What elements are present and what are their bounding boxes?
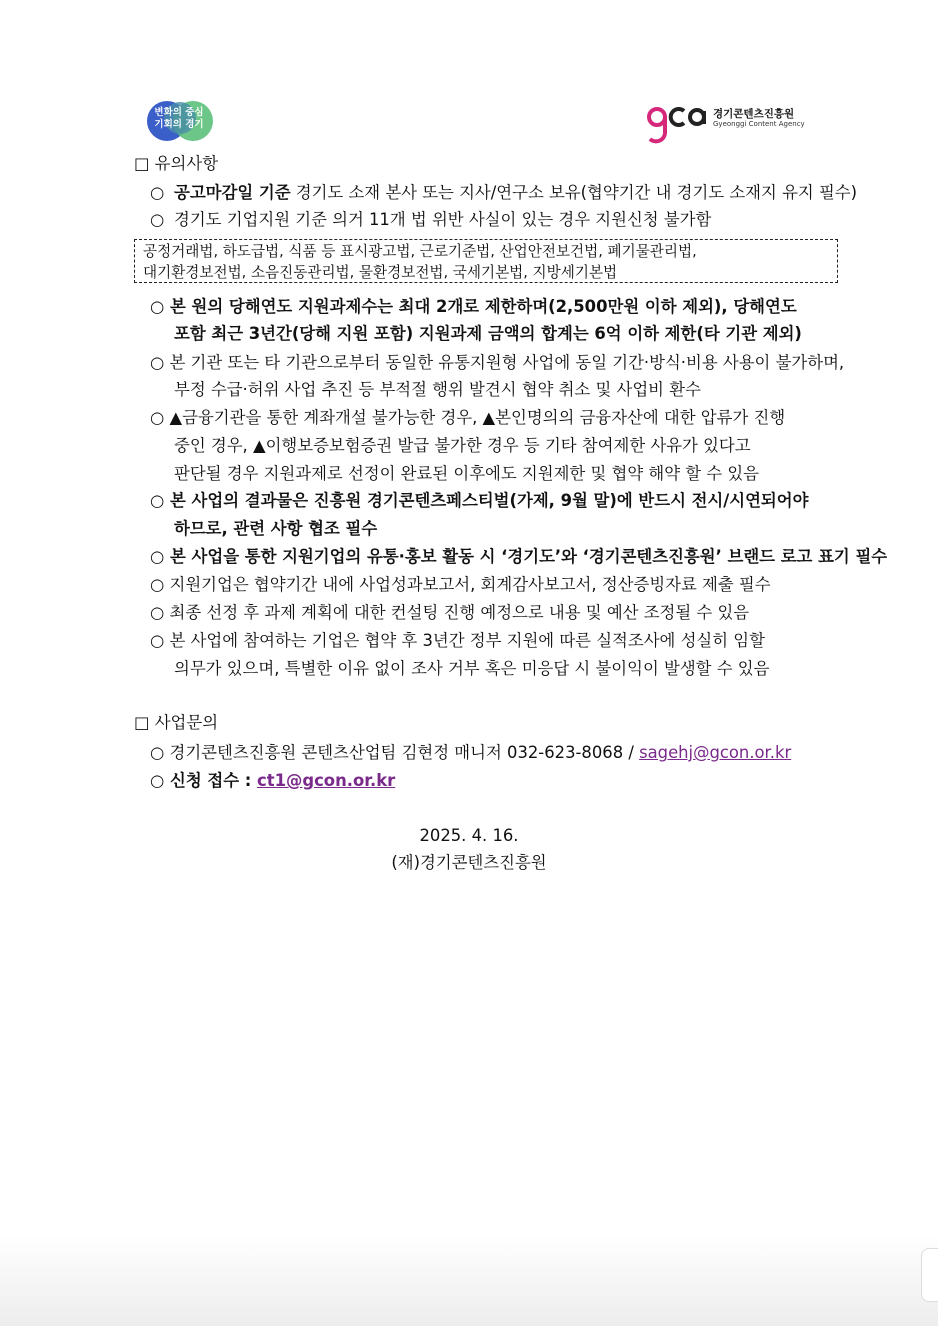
note-item-deadline [150,183,857,203]
note-item-restriction-line-1: ○ ▲금융기관을 통한 계좌개설 불가능한 경우, ▲본인명의의 금융자산에 대한 압류가 진행 [150,408,786,427]
contact-manager-text: ○ 경기콘텐츠진흥원 콘텐츠산업팀 김현정 매니저 032-623-8068 / [150,743,640,762]
law-list-line-1: 공정거래법, 하도급법, 식품 등 표시광고법, 근로기준법, 산업안전보건법, 폐기물관리법, [143,243,697,260]
gca-mark-icon [646,103,710,149]
note-item-survey-line-2: 의무가 있으며, 특별한 이유 없이 조사 거부 혹은 미응답 시 불이익이 발생할 수 있음 [174,659,770,678]
agency-name-english: Gyeonggi Content Agency [713,120,805,128]
contact-manager-line [150,743,791,763]
note-item-consulting: ○ 최종 선정 후 과제 계획에 대한 컨설팅 진행 예정으로 내용 및 예산 조정될 수 있음 [150,603,750,622]
note-text: 경기도 기업지원 기준 의거 11개 법 위반 사실이 있는 경우 지원신청 불가함 [174,210,712,229]
manager-email-link[interactable]: sagehj@gcon.or.kr [639,743,792,762]
issuing-organization: (재)경기콘텐츠진흥원 [391,853,547,872]
note-item-law-violation [150,210,711,230]
circle-bullet: ○ [150,210,165,229]
note-bold-text: 공고마감일 기준 [174,183,291,202]
note-item-festival-line-2: 하므로, 관련 사항 협조 필수 [174,519,378,538]
slogan-line-2: 기회의 경기 [154,119,204,130]
viewer-side-tab[interactable] [921,1248,938,1302]
viewer-bottom-shade [0,1236,938,1326]
note-item-restriction-line-2: 중인 경우, ▲이행보증보험증권 발급 불가한 경우 등 기타 참여제한 사유가 있다고 [174,436,751,455]
note-item-brand-logo: ○ 본 사업을 통한 지원기업의 유통·홍보 활동 시 ‘경기도’와 ‘경기콘텐츠진흥원’ 브랜드 로고 표기 필수 [150,547,888,566]
note-item-festival-line-1: ○ 본 사업의 결과물은 진흥원 경기콘텐츠페스티벌(가제, 9월 말)에 반드시 전시/시연되어야 [150,491,809,510]
circle-bullet: ○ [150,183,165,202]
note-item-limit-line-1: ○ 본 원의 당해연도 지원과제수는 최대 2개로 제한하며(2,500만원 이하 제외), 당해연도 [150,297,797,316]
note-item-limit-line-2: 포함 최근 3년간(당해 지원 포함) 지원과제 금액의 합계는 6억 이하 제한(타 기관 제외) [174,324,802,343]
document-date: 2025. 4. 16. [419,826,519,845]
law-list-box [134,239,838,283]
note-item-restriction-line-3: 판단될 경우 지원과제로 선정이 완료된 이후에도 지원제한 및 협약 해약 할 수 있음 [174,464,760,483]
note-item-survey-line-1: ○ 본 사업에 참여하는 기업은 협약 후 3년간 정부 지원에 따른 실적조사에 성실히 임할 [150,631,765,650]
note-item-duplicate-line-2: 부정 수급·허위 사업 추진 등 부적절 행위 발견시 협약 취소 및 사업비 환수 [174,380,701,399]
contact-section-title: □ 사업문의 [134,713,219,732]
note-item-duplicate-line-1: ○ 본 기관 또는 타 기관으로부터 동일한 유통지원형 사업에 동일 기간·방식·비용 사용이 불가하며, [150,353,845,372]
application-email-link[interactable]: ct1@gcon.or.kr [257,771,396,790]
application-label: ○ 신청 접수 : [150,771,258,790]
gyeonggi-slogan-logo [145,98,225,144]
agency-name-korean: 경기콘텐츠진흥원 [713,108,795,120]
notes-section-title: □ 유의사항 [134,154,219,173]
note-item-reports: ○ 지원기업은 협약기간 내에 사업성과보고서, 회계감사보고서, 정산증빙자료 제출 필수 [150,575,771,594]
slogan-line-1: 변화의 중심 [154,107,204,118]
note-text: 경기도 소재 본사 또는 지사/연구소 보유(협약기간 내 경기도 소재지 유지 필수) [290,183,858,202]
application-line [150,771,395,791]
gca-logo [646,103,805,149]
law-list-line-2: 대기환경보전법, 소음진동관리법, 물환경보전법, 국세기본법, 지방세기본법 [143,264,618,281]
